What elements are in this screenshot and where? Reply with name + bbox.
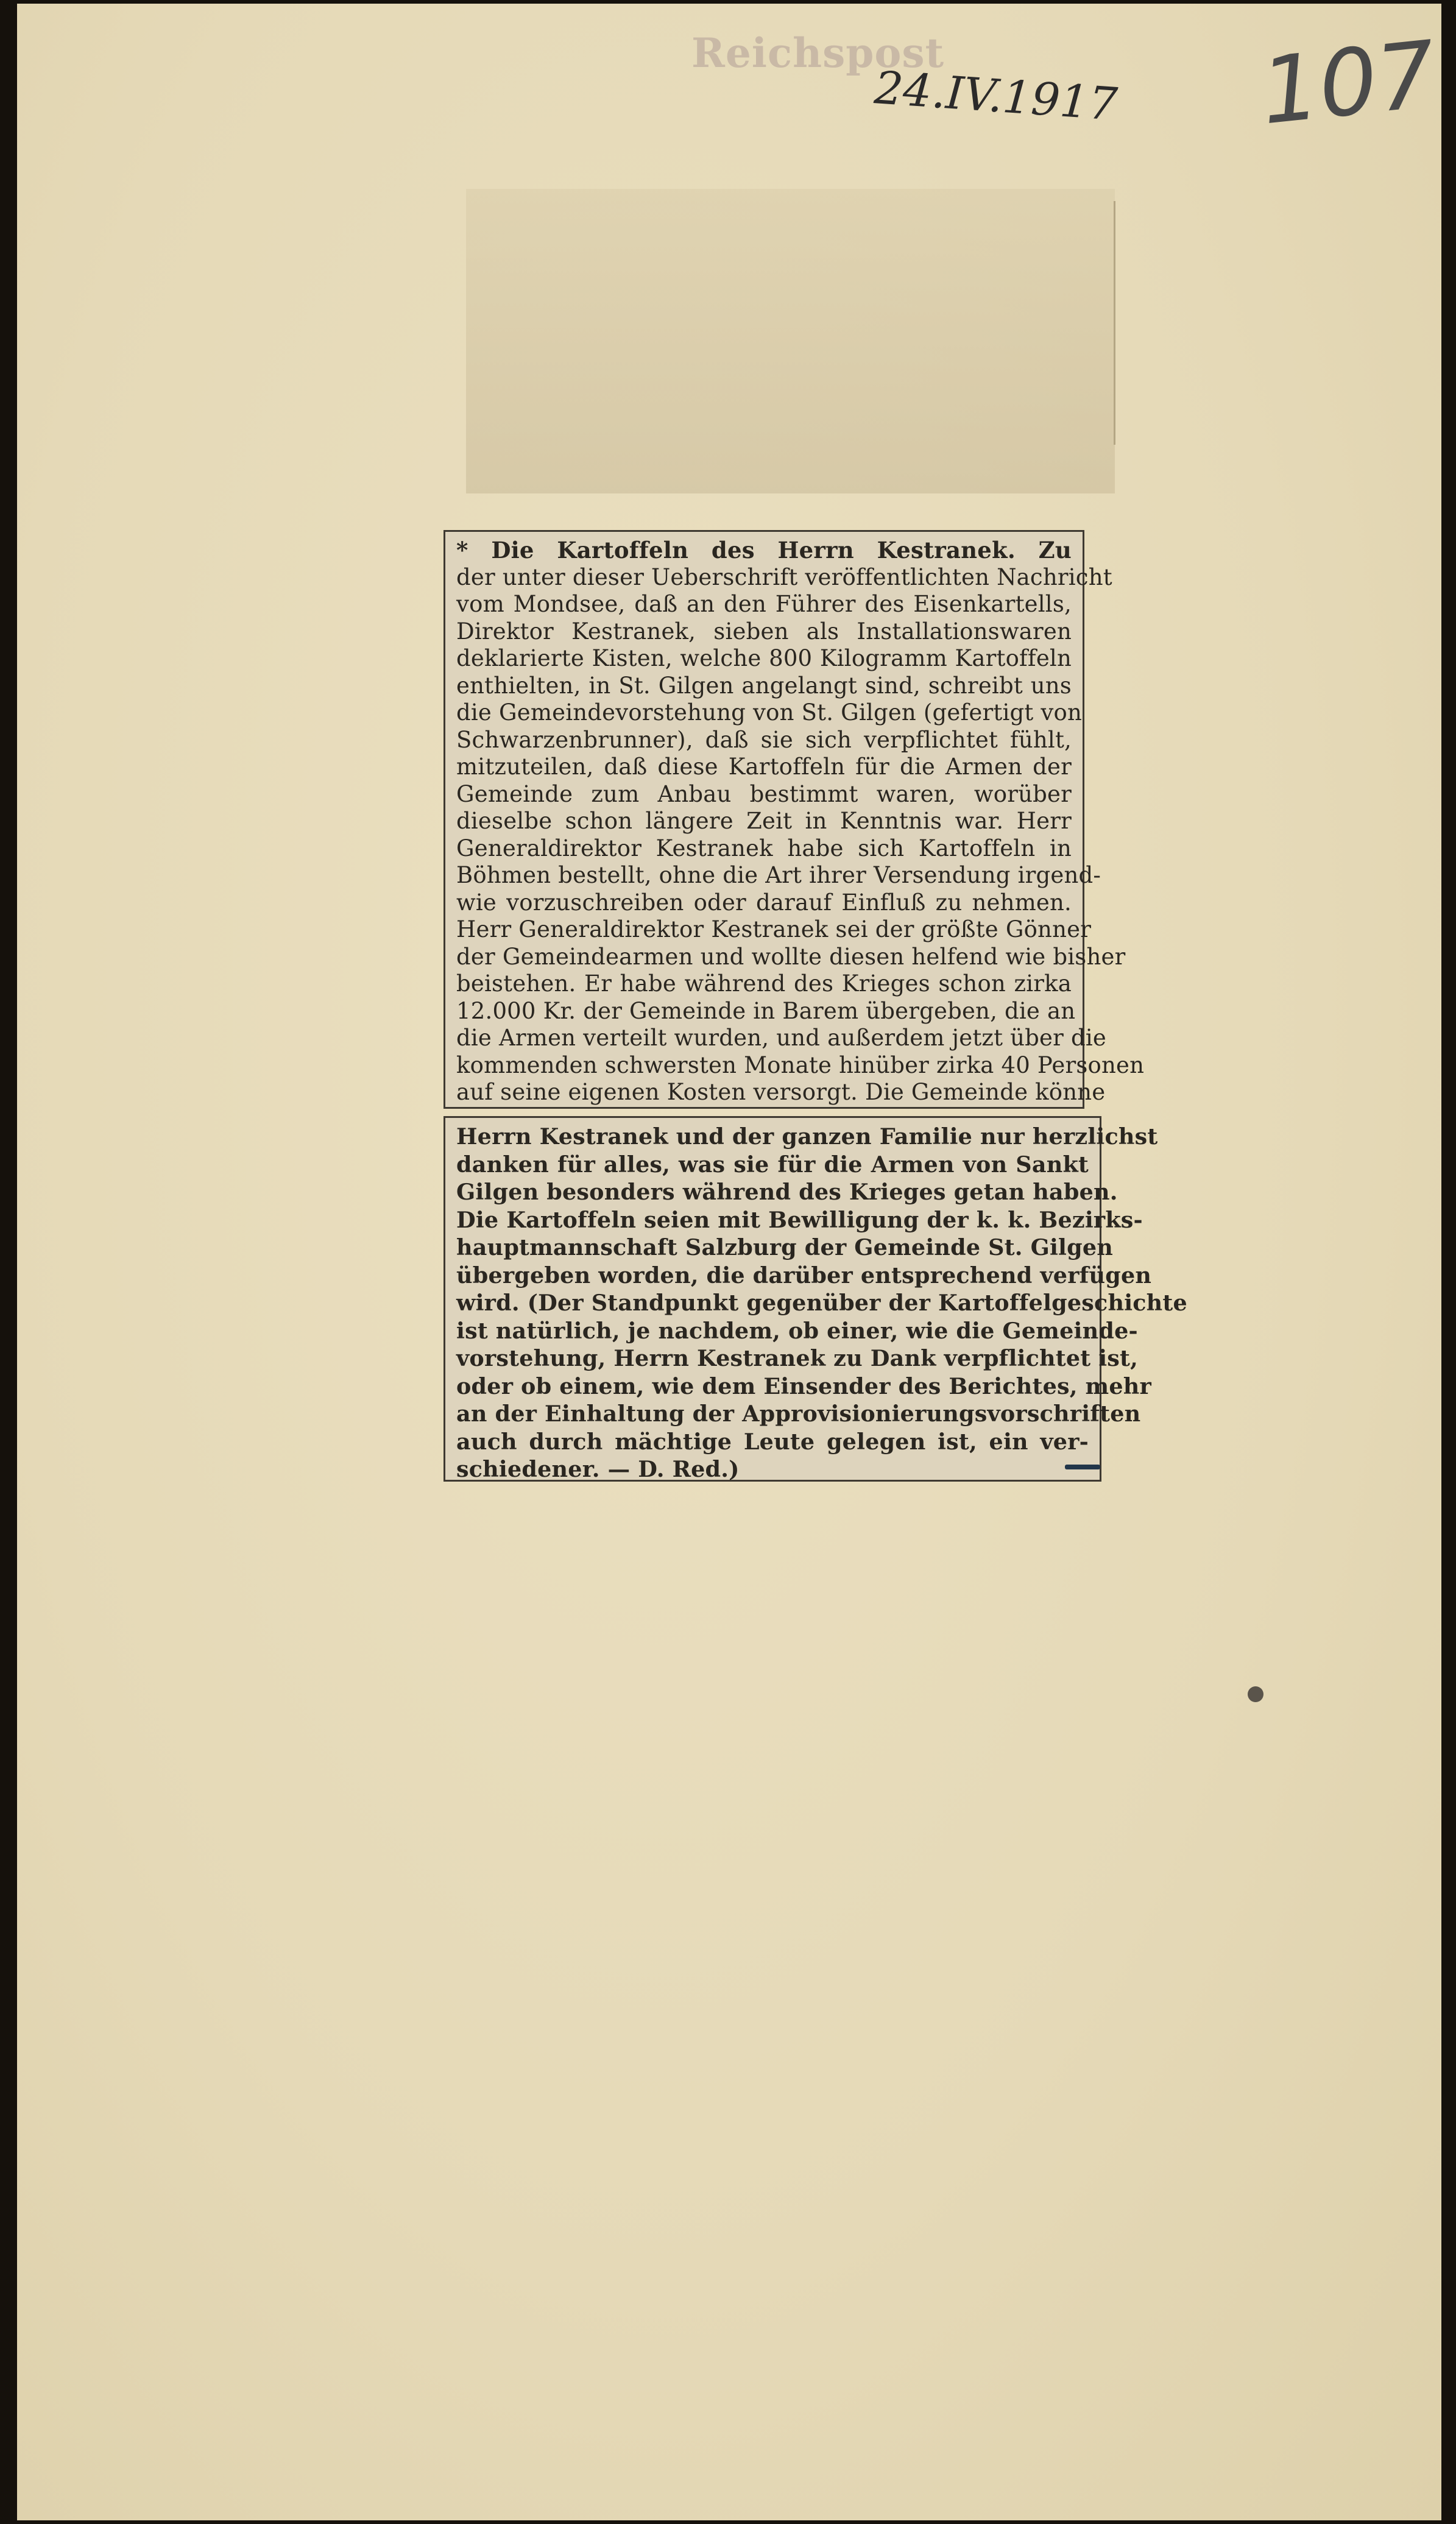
clipping-line: enthielten, in St. Gilgen angelangt sind, schreibt uns — [456, 672, 1072, 699]
clipping-line: * Die Kartoffeln des Herrn Kestranek. Zu — [456, 537, 1072, 564]
clipping-line: Herr Generaldirektor Kestranek sei der größte Gönner — [456, 916, 1092, 942]
clipping-line: die Armen verteilt wurden, und außerdem jetzt über die — [456, 1025, 1106, 1051]
clipping-line: Gemeinde zum Anbau bestimmt waren, worüber — [456, 780, 1072, 807]
clipping-line: der unter dieser Ueberschrift veröffentlichten Nachricht — [456, 564, 1112, 590]
clipping-line: Herrn Kestranek und der ganzen Familie nur herzlichst — [456, 1123, 1158, 1150]
clipping-line: deklarierte Kisten, welche 800 Kilogramm Kartoffeln — [456, 645, 1072, 671]
scan-edge-bottom — [0, 2520, 1456, 2524]
ink-mark — [1065, 1465, 1100, 1469]
clipping-line: oder ob einem, wie dem Einsender des Berichtes, mehr — [456, 1373, 1151, 1399]
clipping-line: danken für alles, was sie für die Armen von Sankt — [456, 1151, 1089, 1178]
clipping-line: an der Einhaltung der Approvisionierungsvorschriften — [456, 1401, 1141, 1427]
scan-edge-right — [1441, 0, 1456, 2524]
clipping-line: vorstehung, Herrn Kestranek zu Dank verpflichtet ist, — [456, 1345, 1138, 1371]
clipping-line: 12.000 Kr. der Gemeinde in Barem übergeben, die an — [456, 997, 1076, 1024]
newspaper-clipping-part-2 — [444, 1116, 1187, 1482]
newspaper-stamp: Reichspost — [691, 29, 945, 77]
clipping-line: Direktor Kestranek, sieben als Installationswaren — [456, 618, 1072, 645]
clipping-line: der Gemeindearmen und wollte diesen helfend wie bisher — [456, 943, 1126, 970]
clipping-line: Die Kartoffeln seien mit Bewilligung der k. k. Bezirks- — [456, 1206, 1143, 1233]
clipping-line: ist natürlich, je nachdem, ob einer, wie die Gemeinde- — [456, 1317, 1138, 1344]
paper-blot — [1248, 1686, 1263, 1702]
clipping-line: mitzuteilen, daß diese Kartoffeln für die Armen der — [456, 754, 1072, 780]
handwritten-date: 24.IV.1917 — [872, 62, 1119, 131]
clipping-line: vom Mondsee, daß an den Führer des Eisenkartells, — [456, 591, 1072, 617]
clipping-line: dieselbe schon längere Zeit in Kenntnis war. Herr — [456, 808, 1072, 834]
scan-edge-left — [0, 0, 17, 2524]
clipping-line: Gilgen besonders während des Krieges getan haben. — [456, 1179, 1118, 1205]
clipping-line: die Gemeindevorstehung von St. Gilgen (gefertigt von — [456, 699, 1083, 726]
removed-clipping-edge — [1114, 201, 1115, 445]
clipping-line: auch durch mächtige Leute gelegen ist, ein ver- — [456, 1428, 1089, 1455]
clipping-line: kommenden schwersten Monate hinüber zirka 40 Personen — [456, 1052, 1145, 1078]
newspaper-clipping-part-1 — [444, 530, 1145, 1109]
removed-clipping-ghost — [466, 189, 1115, 493]
clipping-line: schiedener. — D. Red.) — [456, 1456, 740, 1482]
clipping-line: auf seine eigenen Kosten versorgt. Die Gemeinde könne — [456, 1079, 1106, 1105]
folio-number: 107 — [1256, 21, 1441, 146]
clipping-line: Böhmen bestellt, ohne die Art ihrer Versendung irgend- — [456, 862, 1101, 888]
clipping-line: Generaldirektor Kestranek habe sich Kartoffeln in — [456, 835, 1072, 861]
clipping-line: Schwarzenbrunner), daß sie sich verpflichtet fühlt, — [456, 726, 1072, 753]
clipping-line: wird. (Der Standpunkt gegenüber der Kartoffelgeschichte — [456, 1290, 1187, 1316]
clipping-line: beistehen. Er habe während des Krieges schon zirka — [456, 970, 1072, 997]
clipping-line: wie vorzuschreiben oder darauf Einfluß zu nehmen. — [456, 889, 1072, 916]
clipping-line: hauptmannschaft Salzburg der Gemeinde St. Gilgen — [456, 1234, 1113, 1260]
clipping-line: übergeben worden, die darüber entsprechend verfügen — [456, 1262, 1152, 1289]
